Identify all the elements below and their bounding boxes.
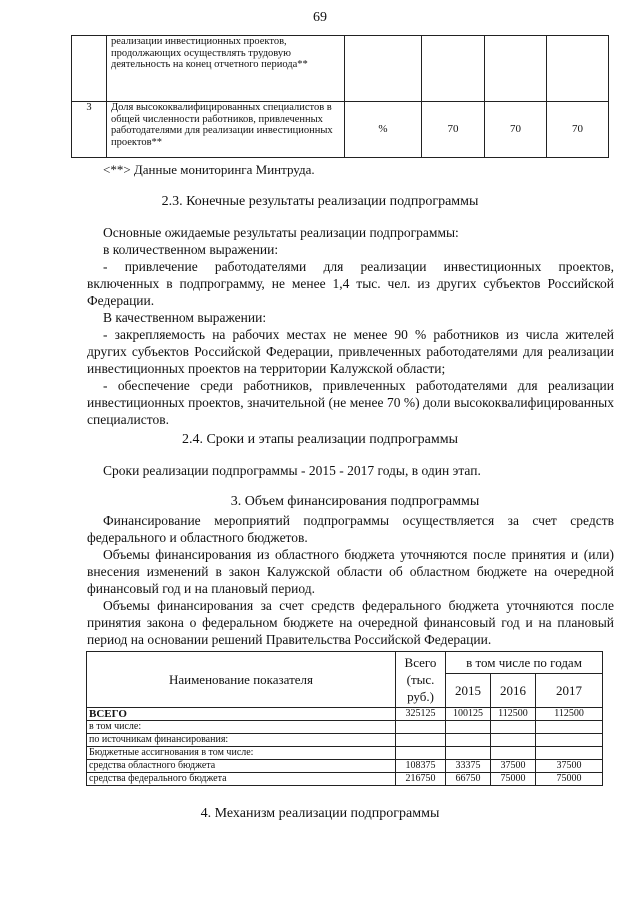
paragraph-line: Объемы финансирования из областного бюджета уточняются после принятия и (или) [103, 547, 614, 562]
paragraph-line: Федерации. [87, 293, 155, 308]
header-total-line: Всего [404, 655, 437, 670]
value-cell [446, 747, 491, 760]
row-name-cell: по источникам финансирования: [87, 734, 396, 747]
year-cell: 2016 [491, 674, 536, 708]
table-row [87, 760, 603, 773]
value-cell: 75000 [491, 773, 536, 786]
page-number: 69 [313, 10, 327, 25]
paragraph-line: инвестиционных проектов, значительной (не менее 70 %) доли высококвалифицированных [87, 395, 614, 410]
value-cell: 70 [547, 102, 609, 158]
row-name-cell: ВСЕГО [87, 708, 396, 721]
value-cell [536, 721, 603, 734]
paragraph-line: В качественном выражении: [103, 310, 267, 325]
value-cell: 112500 [491, 708, 536, 721]
value-cell: 325125 [396, 708, 446, 721]
value-cell [396, 747, 446, 760]
section-2-4-body [87, 462, 614, 479]
value-cell: 37500 [491, 760, 536, 773]
header-total-cell [396, 652, 446, 708]
footnote: <**> Данные мониторинга Минтруда. [103, 162, 315, 177]
table-row [87, 773, 603, 786]
value-cell [491, 747, 536, 760]
value-cell: 66750 [446, 773, 491, 786]
paragraph-line: принятия закона о федеральном бюджете на очередной финансовый год и на плановый [87, 615, 614, 630]
value-cell [536, 734, 603, 747]
value-cell: 216750 [396, 773, 446, 786]
paragraph-line: в количественном выражении: [103, 242, 279, 257]
paragraph-line: Объемы финансирования за счет средств федерального бюджета уточняются после [103, 598, 614, 613]
header-name-cell: Наименование показателя [87, 652, 396, 708]
paragraph-line: период на основании решений Правительства Российской Федерации. [87, 632, 492, 647]
finance-table [86, 651, 603, 786]
paragraph-line: Финансирование мероприятий подпрограммы осуществляется за счет средств [103, 513, 614, 528]
value-cell: 112500 [536, 708, 603, 721]
paragraph-line: Основные ожидаемые результаты реализации подпрограммы: [103, 225, 459, 240]
row-number-cell: 3 [72, 102, 107, 158]
paragraph-line: других субъектов Российской Федерации, привлеченных работодателями для реализации [87, 344, 614, 359]
value-cell [491, 721, 536, 734]
row-name-cell: в том числе: [87, 721, 396, 734]
table-row [87, 734, 603, 747]
indicator-name-cell: Доля высококвалифицированных специалистов в общей численности работников, привлеченных работодателями для реализации инвестиционных проектов** [107, 102, 345, 158]
value-cell: 75000 [536, 773, 603, 786]
year-cell: 2017 [536, 674, 603, 708]
value-cell [396, 734, 446, 747]
value-cell: 37500 [536, 760, 603, 773]
value-cell [446, 721, 491, 734]
value-cell [536, 747, 603, 760]
value-cell [446, 734, 491, 747]
value-cell: 70 [422, 102, 485, 158]
value-cell: 100125 [446, 708, 491, 721]
unit-cell: % [345, 102, 422, 158]
row-name-cell: средства федерального бюджета [87, 773, 396, 786]
header-total-line: (тыс. [406, 672, 435, 687]
table-row [87, 747, 603, 760]
row-number-cell [72, 36, 107, 102]
value-cell: 70 [485, 102, 547, 158]
paragraph-line: федерального и областного бюджетов. [87, 530, 308, 545]
table-row [87, 721, 603, 734]
paragraph-line: специалистов. [87, 412, 169, 427]
value-cell [396, 721, 446, 734]
row-name-cell: средства областного бюджета [87, 760, 396, 773]
value-cell: 33375 [446, 760, 491, 773]
table-row [72, 102, 609, 158]
section-title-3: 3. Объем финансирования подпрограммы [230, 494, 480, 509]
section-title-4: 4. Механизм реализации подпрограммы [200, 806, 440, 821]
header-total-line: руб.) [407, 689, 434, 704]
header-years-cell: в том числе по годам [446, 652, 603, 674]
table-row [72, 36, 609, 102]
section-title-2-4: 2.4. Сроки и этапы реализации подпрограммы [181, 432, 459, 447]
section-title-2-3: 2.3. Конечные результаты реализации подпрограммы [161, 194, 479, 209]
year-cell: 2015 [446, 674, 491, 708]
paragraph-line: включенных в подпрограмму, не менее 1,4 тыс. чел. из других субъектов Российской [87, 276, 614, 291]
paragraph-line: - закрепляемость на рабочих местах не менее 90 % работников из числа жителей [103, 327, 614, 342]
paragraph-line: - обеспечение среди работников, привлеченных работодателями для реализации [103, 378, 614, 393]
table-header-row [87, 652, 603, 674]
value-cell [491, 734, 536, 747]
row-name-cell: Бюджетные ассигнования в том числе: [87, 747, 396, 760]
table-row [87, 708, 603, 721]
section-2-3-body [87, 224, 614, 428]
paragraph-line: внесения изменений в закон Калужской области об областном бюджете на очередной [87, 564, 614, 579]
indicator-table [71, 35, 609, 158]
paragraph-line: Сроки реализации подпрограммы - 2015 - 2017 годы, в один этап. [103, 463, 481, 478]
indicator-name-cell: реализации инвестиционных проектов, продолжающих осуществлять трудовую деятельность на конец отчетного периода** [107, 36, 345, 102]
paragraph-line: финансовый год и на плановый период. [87, 581, 315, 596]
section-3-body [87, 512, 614, 648]
value-cell: 108375 [396, 760, 446, 773]
paragraph-line: инвестиционных проектов на территории Калужской области; [87, 361, 446, 376]
paragraph-line: - привлечение работодателями для реализации инвестиционных проектов, [103, 259, 614, 274]
